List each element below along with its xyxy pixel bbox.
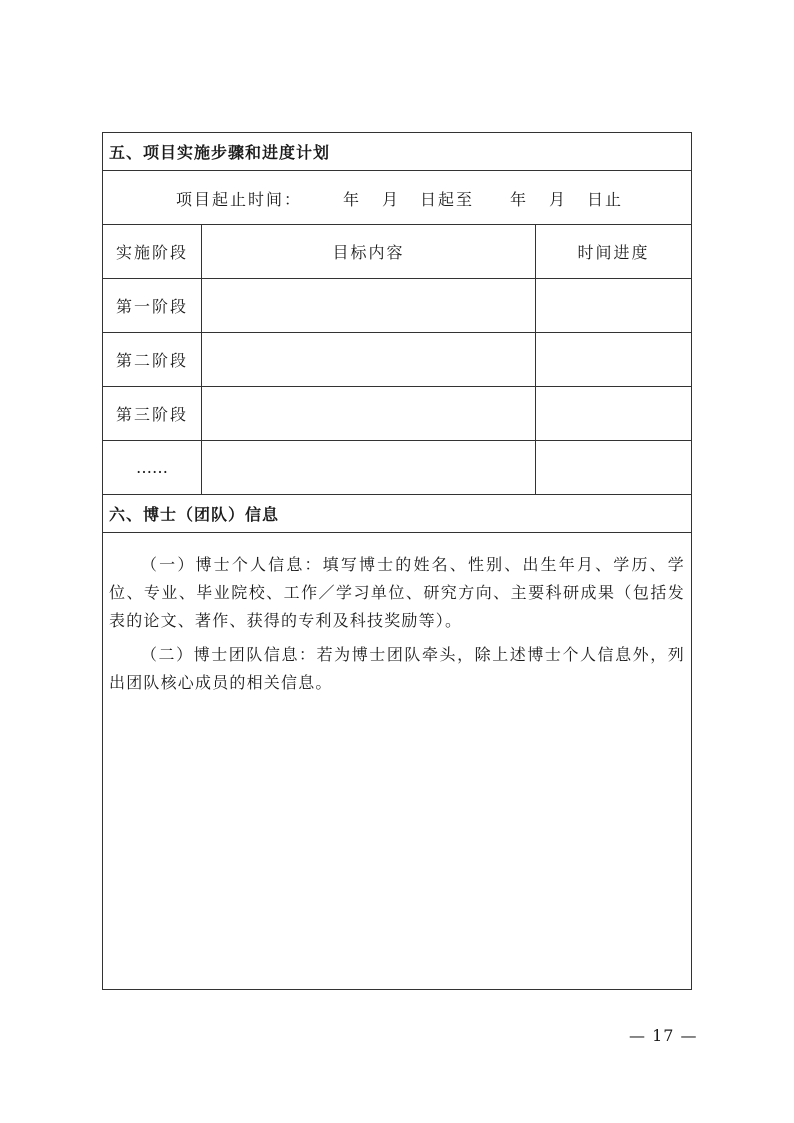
section-six-title: 六、博士（团队）信息 [109, 505, 280, 524]
stage-label: 第二阶段 [103, 333, 202, 386]
time-progress-cell[interactable] [536, 333, 691, 386]
end-month-label: 月 [549, 190, 568, 209]
stage-row [103, 279, 691, 333]
start-day-label: 日起至 [420, 190, 475, 209]
stage-label-ellipsis: …… [103, 441, 202, 494]
time-progress-cell[interactable] [536, 441, 691, 494]
application-form-table [102, 132, 692, 990]
stage-row [103, 333, 691, 387]
stage-label: 第一阶段 [103, 279, 202, 332]
page-number: — 17 — [629, 1026, 698, 1045]
header-time-progress: 时间进度 [577, 243, 650, 262]
target-content-cell[interactable] [202, 441, 536, 494]
section-six-header-row [103, 495, 691, 533]
stage-table-header-row [103, 225, 691, 279]
end-day-label: 日止 [587, 190, 624, 209]
project-period-label: 项目起止时间： [176, 190, 303, 209]
section-six-body[interactable] [103, 533, 691, 989]
project-period-row [103, 171, 691, 225]
start-month-label: 月 [382, 190, 401, 209]
project-period-line [103, 171, 691, 224]
end-year-label: 年 [510, 190, 529, 209]
section-five-header-row [103, 133, 691, 171]
stage-row [103, 441, 691, 495]
header-target-content: 目标内容 [202, 225, 536, 278]
time-progress-cell[interactable] [536, 387, 691, 440]
start-year-label: 年 [343, 190, 362, 209]
target-content-cell[interactable] [202, 387, 536, 440]
stage-row [103, 387, 691, 441]
header-stage: 实施阶段 [103, 225, 202, 278]
target-content-cell[interactable] [202, 333, 536, 386]
personal-info-paragraph: （一）博士个人信息：填写博士的姓名、性别、出生年月、学历、学位、专业、毕业院校、工作／学习单位、研究方向、主要科研成果（包括发表的论文、著作、获得的专利及科技奖励等）。 [109, 555, 685, 630]
time-progress-cell[interactable] [536, 279, 691, 332]
target-content-cell[interactable] [202, 279, 536, 332]
stage-label: 第三阶段 [103, 387, 202, 440]
section-five-title: 五、项目实施步骤和进度计划 [109, 143, 331, 162]
section-six-instructions [109, 551, 685, 703]
team-info-paragraph: （二）博士团队信息：若为博士团队牵头，除上述博士个人信息外，列出团队核心成员的相关信息。 [109, 645, 685, 692]
